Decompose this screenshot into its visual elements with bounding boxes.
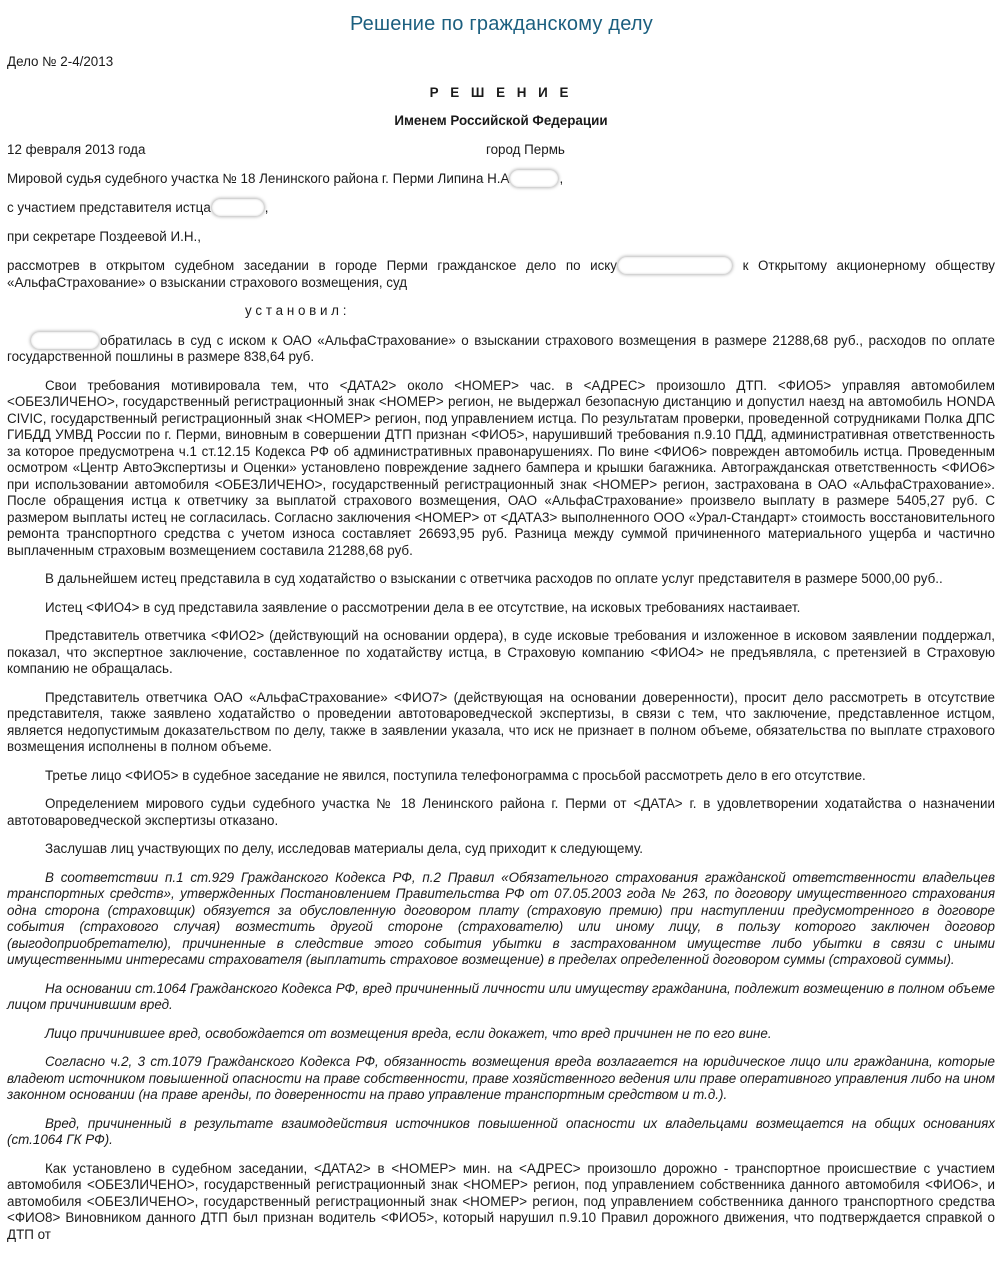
participation-line: с участием представителя истца ,: [7, 200, 269, 215]
paragraph-law-1064: На основании ст.1064 Гражданского Кодекса РФ, вред причиненный личности или имуществу гражданина, подлежит возмещению в полном объеме лицом причинившим вред.: [7, 980, 995, 1012]
redacted-name: [618, 257, 732, 274]
case-number: Дело № 2-4/2013: [7, 54, 114, 69]
paragraph-liability-exemption: Лицо причинившее вред, освобождается от возмещения вреда, если докажет, что вред причинен не по его вине.: [45, 1025, 772, 1041]
decision-heading: Р Е Ш Е Н И Е: [429, 84, 573, 100]
redacted-name: [510, 170, 558, 187]
paragraph-established-facts: Как установлено в судебном заседании, <ДАТА2> в <НОМЕР> мин. на <АДРЕС> произошло дорожно - транспортное происшествие с участием автомобиля <ОБЕЗЛИЧЕНО>, государственный регистрационный знак <НОМЕР> регион, под управлением собственника данного автомобиля <ФИО6>, и автомобиля <ОБЕЗЛИЧЕНО>, государственный регистрационный знак <НОМЕР> регион, под управлением собственника данного транспортного средства <ФИО8> Виновником данного ДТП был признан водитель <ФИО5>, который нарушил п.9.10 Правил дорожного движения, что подтверждается справкой о ДТП от: [7, 1160, 995, 1242]
paragraph-plaintiff-absence: Истец <ФИО4> в суд представила заявление о рассмотрении дела в ее отсутствие, на исковых требованиях настаивает.: [45, 599, 801, 615]
paragraph-interaction-harm: Вред, причиненный в результате взаимодействия источников повышенной опасности их владельцами возмещается на общих основаниях (ст.1064 ГК РФ).: [7, 1115, 995, 1147]
page-title: Решение по гражданскому делу: [350, 13, 653, 35]
paragraph-law-1079: Согласно ч.2, 3 ст.1079 Гражданского Кодекса РФ, обязанность возмещения вреда возлагается на юридическое лицо или гражданина, которые владеют источником повышенной опасности на праве собственности, праве хозяйственного ведения или праве оперативного управления либо на ином законном основании (на праве аренды, по доверенности на право управление транспортным средством и т.д.).: [7, 1054, 995, 1102]
redacted-name: [212, 199, 264, 216]
considered-paragraph: рассмотрев в открытом судебном заседании в городе Перми гражданское дело по иску к Открытому акционерному обществу «АльфаСтрахование» о взыскании страхового возмещения, суд: [7, 258, 995, 290]
judge-line: Мировой судья судебного участка № 18 Ленинского района г. Перми Липина Н.А ,: [7, 170, 564, 186]
paragraph-law-929: В соответствии п.1 ст.929 Гражданского Кодекса РФ, п.2 Правил «Обязательного страхования гражданской ответственности владельцев транспортных средств», утвержденных Постановлением Правительства РФ от 07.05.2003 года № 263, по договору имущественного страхования одна сторона (страховщик) обязуется за обусловленную договором плату (страховую премию) при наступлении предусмотренного в договоре события (страхового случая) возместить другой стороне (страхователю) или иному лицу, в пользу которого заключен договор (выгодоприобретателю), причиненные в следствие этого события убытки в застрахованном имуществе либо убытки в связи с иными имущественными интересами страхователя (выплатить страховое возмещение) в пределах определенной договором суммы (страховой суммы).: [7, 869, 995, 967]
secretary-line: при секретаре Поздеевой И.Н.,: [7, 228, 201, 244]
paragraph-representative-costs: В дальнейшем истец представила в суд ходатайство о взыскании с ответчика расходов по оплате услуг представителя в размере 5000,00 руб..: [45, 571, 943, 586]
paragraph-ruling: Определением мирового судьи судебного участка № 18 Ленинского района г. Перми от <ДАТА> г. в удовлетворении ходатайства о назначении автотовароведческой экспертизы отказано.: [7, 796, 995, 828]
paragraph-motivation: Свои требования мотивировала тем, что <ДАТА2> около <НОМЕР> час. в <АДРЕС> произошло ДТП. <ФИО5> управляя автомобилем <ОБЕЗЛИЧЕНО>, государственный регистрационный знак <НОМЕР> регион, не выдержал безопасную дистанцию и допустил наезд на автомобиль HONDA CIVIC, государственный регистрационный знак <НОМЕР> регион, под управлением истца. По результатам проверки, проведенной сотрудниками Полка ДПС ГИБДД УМВД России по г. Перми, виновным в совершении ДТП признан <ФИО5>, нарушивший требования п.9.10 ПДД, административная ответственность за которое предусмотрена ч.1 ст.12.15 Кодекса РФ об административных правонарушениях. По вине <ФИО6> поврежден автомобиль истца. Проведенным осмотром «Центр АвтоЭкспертизы и Оценки» установлено повреждение заднего бампера и крышки багажника. Автогражданская ответственность <ФИО6> при использовании автомобиля <ОБЕЗЛИЧЕНО>, государственный регистрационный знак <НОМЕР> регион, застрахована в ОАО «АльфаСтрахование». После обращения истца к ответчику за выплатой страхового возмещения, ОАО «АльфаСтрахование» произвело выплату в размере 5405,27 руб. С размером выплаты истец не согласилась. Согласно заключения <НОМЕР> от <ДАТА3> выполненного ООО «Урал-Стандарт» стоимость восстановительного ремонта транспортного средства с учетом износа составляет 26693,95 руб. Разница между суммой причиненного материального ущерба и частично выплаченным страховым возмещением составила 21288,68 руб.: [7, 377, 995, 558]
paragraph-conclusion-intro: Заслушав лиц участвующих по делу, исследовав материалы дела, суд приходит к следующему.: [45, 841, 643, 856]
redacted-name: [31, 332, 99, 349]
established-heading: у с т а н о в и л :: [245, 303, 347, 318]
paragraph-defendant-representative: Представитель ответчика <ФИО2> (действующий на основании ордера), в суде исковые требования и изложенное в исковом заявлении поддержал, показал, что экспертное заключение, составленное по ходатайству истца, в Страховую компанию <ФИО4> не предъявляла, с претензией в Страховую компанию не обращалась.: [7, 628, 995, 676]
date-city-row: [7, 142, 995, 158]
decision-date: 12 февраля 2013 года: [7, 141, 146, 157]
decision-subheading: Именем Российской Федерации: [394, 113, 608, 128]
paragraph-insurer-representative: Представитель ответчика ОАО «АльфаСтрахование» <ФИО7> (действующая на основании доверенности), просит дело рассмотреть в отсутствие представителя, также заявлено ходатайство о проведении автотовароведческой экспертизы, в связи с тем, что заключение, представленное истцом, является недопустимым доказательством по делу, также в заявлении указала, что иск не признает в полном объеме, обязательства по выплате страхового возмещения исполнены в полном объеме.: [7, 689, 995, 754]
decision-city: город Пермь: [486, 141, 565, 157]
paragraph-third-party: Третье лицо <ФИО5> в судебное заседание не явился, поступила телефонограмма с просьбой рассмотреть дело в его отсутствие.: [45, 767, 866, 783]
document-body: [0, 46, 1003, 1243]
paragraph-claim: обратилась в суд с иском к ОАО «АльфаСтрахование» о взыскании страхового возмещения в размере 21288,68 руб., расходов по оплате государственной пошлины в размере 838,64 руб.: [7, 332, 995, 364]
